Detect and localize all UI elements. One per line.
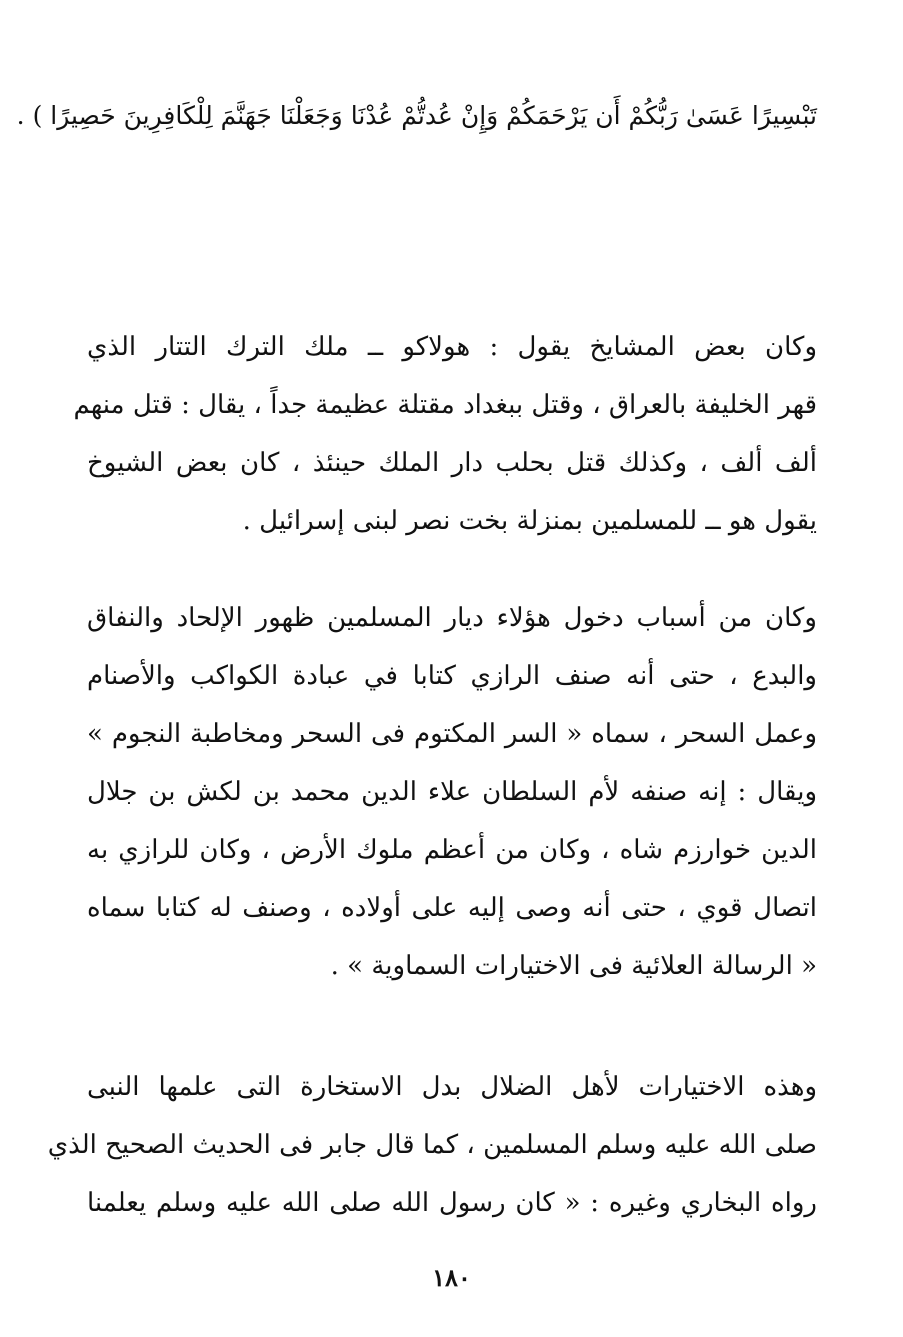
paragraph-istikhara <box>47 1058 817 1232</box>
text-line: ويقال : إنه صنفه لأم السلطان علاء الدين محمد بن لكش بن جلال <box>87 777 817 807</box>
text-line: يقول هو ــ للمسلمين بمنزلة بخت نصر لبنى إسرائيل . <box>242 506 817 536</box>
page-number: ١٨٠ <box>432 1263 471 1292</box>
text-line: وكان من أسباب دخول هؤلاء ديار المسلمين ظهور الإلحاد والنفاق <box>87 603 817 633</box>
text-line: والبدع ، حتى أنه صنف الرازي كتابا في عبادة الكواكب والأصنام <box>87 661 817 691</box>
text-line: قهر الخليفة بالعراق ، وقتل ببغداد مقتلة عظيمة جداً ، يقال : قتل منهم <box>73 390 817 420</box>
quran-verse-line: تَبْسِيرًا عَسَىٰ رَبُّكُمْ أَن يَرْحَمَكُمْ وَإِنْ عُدتُّمْ عُدْنَا وَجَعَلْنَا جَهَنَّمَ لِلْكَافِرِينَ حَصِيرًا ) . <box>16 101 817 130</box>
text-line: وعمل السحر ، سماه « السر المكتوم فى السحر ومخاطبة النجوم » <box>87 719 817 749</box>
text-line: اتصال قوي ، حتى أنه وصى إليه على أولاده ، وصنف له كتابا سماه <box>87 893 817 923</box>
paragraph-hulagu <box>73 318 817 550</box>
paragraph-razi <box>87 589 817 995</box>
text-line: ألف ألف ، وكذلك قتل بحلب دار الملك حينئذ ، كان بعض الشيوخ <box>87 448 817 478</box>
text-line: رواه البخاري وغيره : « كان رسول الله صلى الله عليه وسلم يعلمنا <box>87 1188 817 1218</box>
text-line: صلى الله عليه وسلم المسلمين ، كما قال جابر فى الحديث الصحيح الذي <box>47 1130 817 1160</box>
text-line: وكان بعض المشايخ يقول : هولاكو ــ ملك الترك التتار الذي <box>87 332 817 362</box>
text-line: « الرسالة العلائية فى الاختيارات السماوية » . <box>330 951 817 981</box>
text-line: الدين خوارزم شاه ، وكان من أعظم ملوك الأرض ، وكان للرازي به <box>87 835 817 865</box>
text-line: وهذه الاختيارات لأهل الضلال بدل الاستخارة التى علمها النبى <box>87 1072 817 1102</box>
